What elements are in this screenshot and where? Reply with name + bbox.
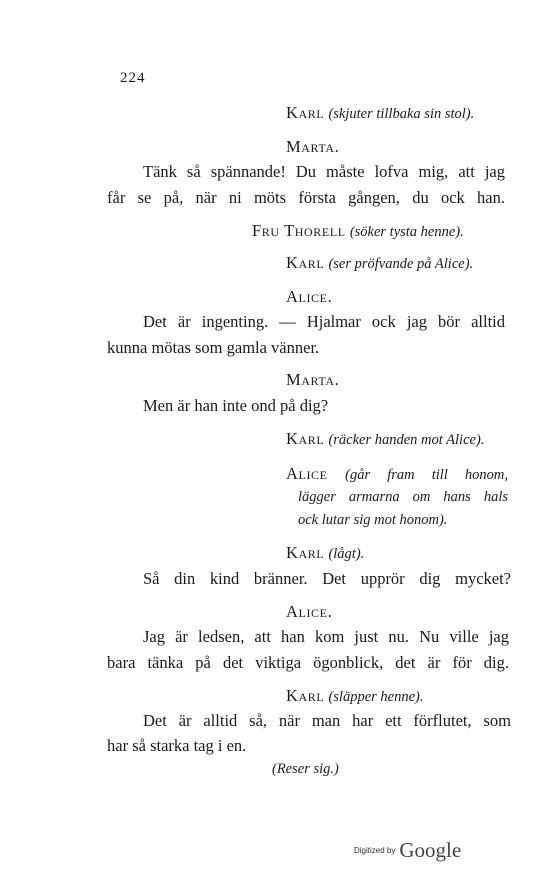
google-logo: Google <box>399 838 462 862</box>
stage-direction: (ser pröfvande på Alice). <box>328 256 474 272</box>
dialogue-line: Jag är ledsen, att han kom just nu. Nu ville jag <box>143 627 509 646</box>
speaker-name: Karl <box>286 429 325 448</box>
speaker-name: Karl <box>286 103 325 122</box>
speaker-name: Marta. <box>286 137 340 156</box>
speaker-name: Marta. <box>286 370 340 389</box>
dialogue-line: kunna mötas som gamla vänner. <box>107 338 320 357</box>
stage-direction: (söker tysta henne). <box>349 224 464 240</box>
dialogue-line: Det är alltid så, när man har ett förflutet, som <box>143 711 511 730</box>
speaker-name: Karl <box>286 543 325 562</box>
speaker-name: Karl <box>286 686 325 705</box>
speaker-heading <box>286 287 332 307</box>
stage-line <box>286 253 473 274</box>
stage-direction: (lågt). <box>328 546 365 562</box>
stage-line <box>286 429 484 450</box>
stage-direction: ock lutar sig mot honom). <box>298 512 448 528</box>
stage-direction: lägger armarna om hans hals <box>298 489 508 505</box>
stage-direction: (Reser sig.) <box>272 761 339 777</box>
dialogue-line: Det är ingenting. — Hjalmar ock jag bör alltid <box>143 312 505 331</box>
stage-direction: (går fram till honom, <box>345 467 509 483</box>
stage-line <box>286 464 508 485</box>
dialogue-line: har så starka tag i en. <box>107 736 247 755</box>
dialogue-line: bara tänka på det viktiga ögonblick, det är för dig. <box>107 653 509 672</box>
speaker-heading <box>286 137 339 157</box>
dialogue-line: får se på, när ni möts första gången, du ock han. <box>107 188 505 207</box>
speaker-name: Karl <box>286 253 325 272</box>
page-number: 224 <box>120 70 146 86</box>
speaker-name: Fru Thorell <box>252 221 346 240</box>
stage-line <box>286 686 423 707</box>
dialogue-line: Men är han inte ond på dig? <box>143 396 329 415</box>
digitized-by-google-watermark <box>354 838 461 863</box>
speaker-name: Alice. <box>286 287 333 306</box>
speaker-name: Alice. <box>286 602 333 621</box>
speaker-heading <box>286 370 339 390</box>
watermark-prefix: Digitized by <box>354 846 396 855</box>
stage-line <box>286 543 364 564</box>
speaker-name: Alice <box>286 464 328 483</box>
stage-direction: (räcker handen mot Alice). <box>328 432 485 448</box>
stage-direction: (skjuter tillbaka sin stol). <box>328 106 475 122</box>
dialogue-line: Så din kind bränner. Det upprör dig mycket? <box>143 569 511 588</box>
stage-direction: (släpper henne). <box>328 689 424 705</box>
stage-line <box>286 103 474 124</box>
dialogue-line: Tänk så spännande! Du måste lofva mig, att jag <box>143 162 505 181</box>
stage-line <box>252 221 464 242</box>
speaker-heading <box>286 602 332 622</box>
